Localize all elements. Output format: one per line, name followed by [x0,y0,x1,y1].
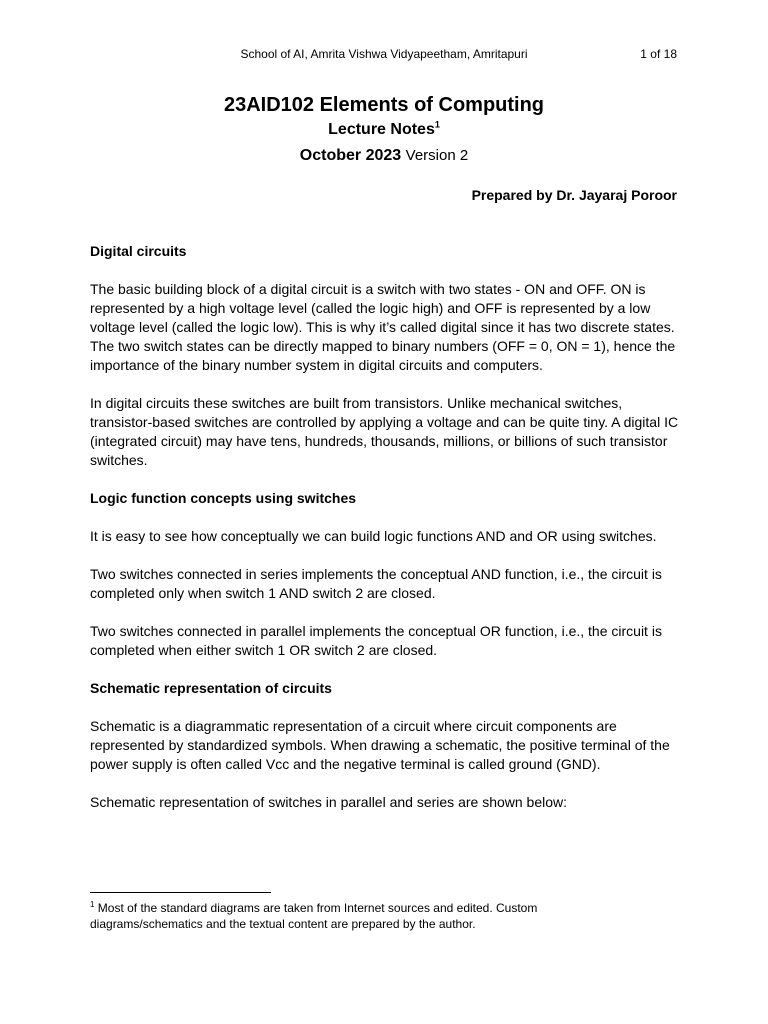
header-institution: School of AI, Amrita Vishwa Vidyapeetham, Amritapuri [240,47,528,61]
document-title: 23AID102 Elements of Computing [223,94,545,116]
document-subtitle [0,120,768,140]
paragraph: In digital circuits these switches are built from transistors. Unlike mechanical switches, transistor-based switches are controlled by applying a voltage and can be quite tiny. A digital IC (integrated circuit) may have tens, hundreds, thousands, millions, or billions of such transistor switches. [90,395,679,468]
document-date: October 2023 [299,147,402,164]
section-heading-schematic: Schematic representation of circuits [90,680,332,696]
footnote-divider [90,892,271,893]
author-line: Prepared by Dr. Jayaraj Poroor [471,187,677,203]
footnote-reference: 1 [434,119,440,130]
document-version: Version 2 [405,147,469,164]
main-content [90,242,680,831]
paragraph: Schematic is a diagrammatic representation of a circuit where circuit components are represented by standardized symbols. When drawing a schematic, the positive terminal of the power supply is often called Vcc and the negative terminal is called ground (GND). [90,718,670,772]
section-heading-digital-circuits: Digital circuits [90,243,187,259]
subtitle-text: Lecture Notes [328,121,435,138]
date-line [0,146,768,166]
paragraph: It is easy to see how conceptually we can build logic functions AND and OR using switches. [90,528,657,544]
footnote [90,900,650,932]
page-indicator: 1 of 18 [640,47,677,61]
section-heading-logic-functions: Logic function concepts using switches [90,490,357,506]
footnote-text: Most of the standard diagrams are taken from Internet sources and edited. Custom diagrams/schematics and the textual content are prepared by the author. [90,901,538,931]
paragraph: Two switches connected in parallel implements the conceptual OR function, i.e., the circuit is completed when either switch 1 OR switch 2 are closed. [90,623,662,658]
paragraph: The basic building block of a digital circuit is a switch with two states - ON and OFF. ON is represented by a high voltage level (called the logic high) and OFF is represented by a low voltage level (called the logic low). This is why it’s called digital since it has two discrete states. The two switch states can be directly mapped to binary numbers (OFF = 0, ON = 1), hence the importance of the binary number system in digital circuits and computers. [90,281,676,373]
footnote-mark: 1 [90,900,95,909]
paragraph: Schematic representation of switches in parallel and series are shown below: [90,794,568,810]
paragraph: Two switches connected in series implements the conceptual AND function, i.e., the circuit is completed only when switch 1 AND switch 2 are closed. [90,566,662,601]
